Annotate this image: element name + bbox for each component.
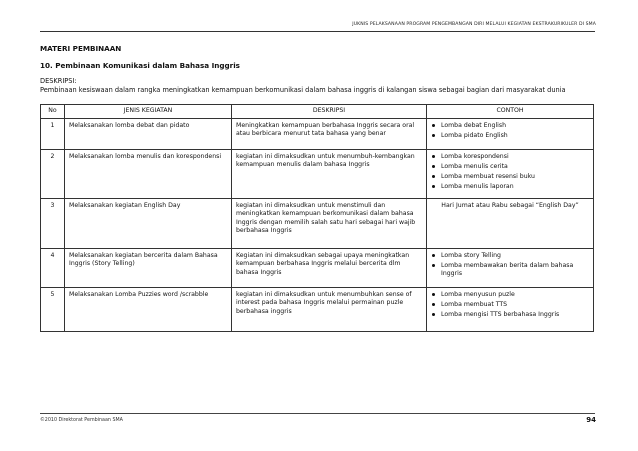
section-title: MATERI PEMBINAAN [40,44,122,53]
header-example: CONTOH [427,105,594,119]
example-list [431,291,589,319]
description-text: Pembinaan kesiswaan dalam rangka meningkatkan kemampuan berkomunikasi dalam bahasa inggris di kalangan siswa sebagai bagian dari masyarakat dunia [40,86,566,94]
header-description: DESKRIPSI [232,105,427,119]
example-cell [427,119,594,150]
row-number: 2 [41,150,65,199]
table-header-row [41,105,594,119]
list-item: Lomba membawakan berita dalam bahasa Inggris [431,262,589,279]
activity-cell: Melaksanakan lomba menulis dan korespondensi [65,150,232,199]
example-cell [427,249,594,288]
example-cell [427,288,594,332]
description-cell: kegiatan ini dimaksudkan untuk menstimuli dan meningkatkan kemampuan berkomunikasi dalam bahasa Inggris dengan memilih salah satu hari sebagai hari wajib berbahasa Inggris [232,199,427,249]
list-item: Lomba mengisi TTS berbahasa Inggris [431,311,589,319]
description-label: DESKRIPSI: [40,77,77,85]
topic-title: 10. Pembinaan Komunikasi dalam Bahasa Inggris [40,61,240,70]
description-cell: Meningkatkan kemampuan berbahasa Inggris secara oral atau berbicara menurut tata bahasa yang benar [232,119,427,150]
example-list [431,153,589,191]
table-row [41,249,594,288]
list-item: Lomba story Telling [431,252,589,260]
footer-divider [40,413,595,414]
list-item: Lomba pidato English [431,132,589,140]
activity-cell: Melaksanakan kegiatan English Day [65,199,232,249]
example-list [431,122,589,140]
table-row [41,288,594,332]
activity-cell: Melaksanakan kegiatan bercerita dalam Bahasa Inggris (Story Telling) [65,249,232,288]
description-cell: Kegiatan ini dimaksudkan sebagai upaya meningkatkan kemampuan berbahasa Inggris melalui bercerita dlm bahasa Inggris [232,249,427,288]
activity-cell: Melaksanakan Lomba Puzzies word /scrabble [65,288,232,332]
example-list [431,252,589,279]
list-item: Lomba menulis laporan [431,183,589,191]
row-number: 4 [41,249,65,288]
list-item: Lomba membuat TTS [431,301,589,309]
list-item: Lomba korespondensi [431,153,589,161]
running-header: JUKNIS PELAKSANAAN PROGRAM PENGEMBANGAN DIRI MELALUI KEGIATAN EKSTRAKURIKULER DI SMA [352,22,596,27]
table-row [41,119,594,150]
header-no: No [41,105,65,119]
header-activity: JENIS KEGIATAN [65,105,232,119]
footer-copyright: ©2010 Direktorat Pembinaan SMA [40,418,123,423]
list-item: Lomba membuat resensi buku [431,173,589,181]
example-cell: Hari Jumat atau Rabu sebagai “English Day” [427,199,594,249]
activity-cell: Melaksanakan lomba debat dan pidato [65,119,232,150]
description-cell: kegiatan ini dimaksudkan untuk menumbuhkan sense of interest pada bahasa Inggris melalui permainan puzle berbahasa inggris [232,288,427,332]
program-table [40,104,594,332]
row-number: 5 [41,288,65,332]
page-number: 94 [586,416,596,424]
example-cell [427,150,594,199]
row-number: 3 [41,199,65,249]
table-row [41,150,594,199]
header-divider [40,31,595,32]
row-number: 1 [41,119,65,150]
table-row [41,199,594,249]
list-item: Lomba debat English [431,122,589,130]
list-item: Lomba menyusun puzle [431,291,589,299]
list-item: Lomba menulis cerita [431,163,589,171]
description-cell: kegiatan ini dimaksudkan untuk menumbuh-kembangkan kemampuan menulis dalam bahasa Inggris [232,150,427,199]
